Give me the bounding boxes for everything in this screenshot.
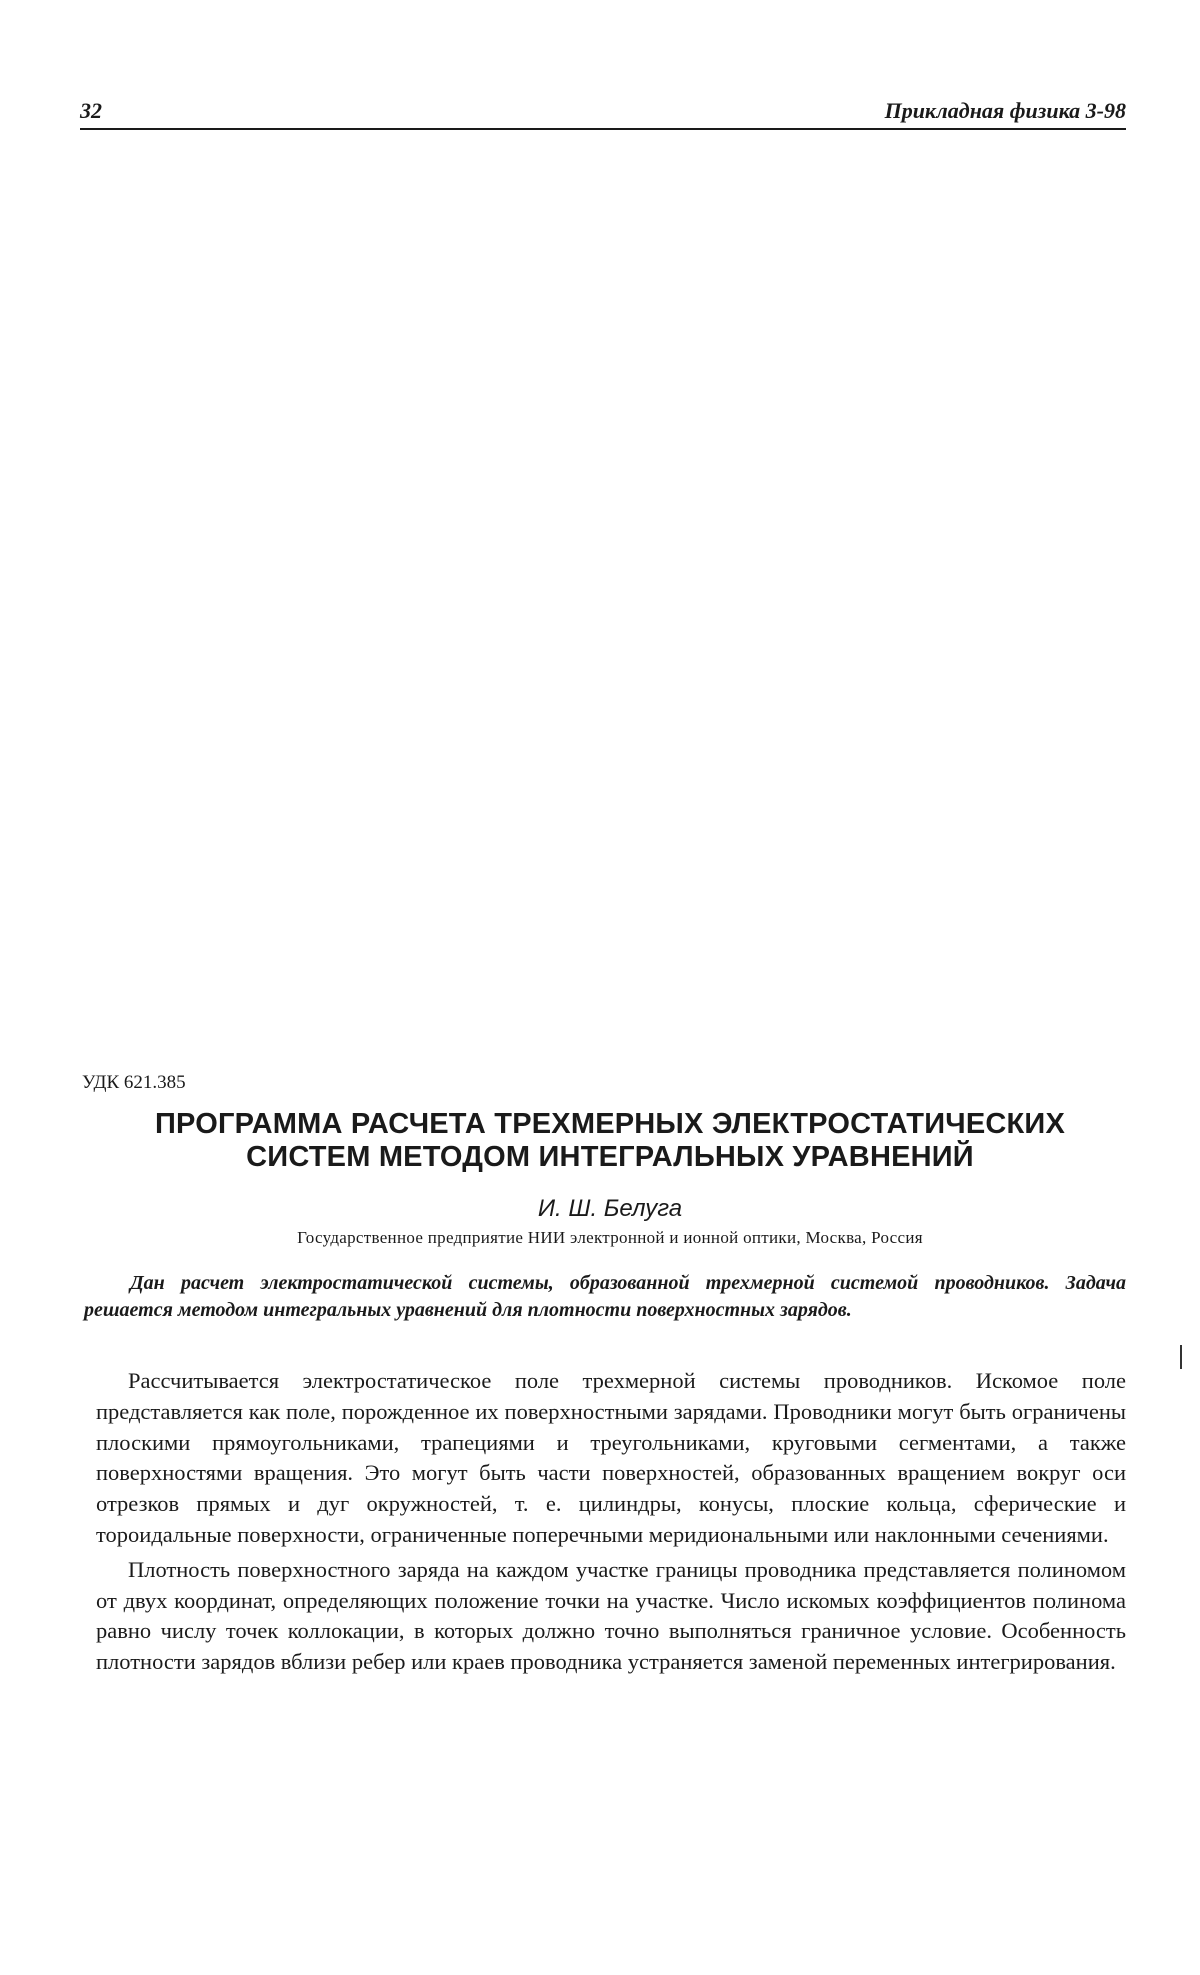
body-paragraph: Рассчитывается электростатическое поле трехмерной системы проводников. Искомое поле представляется как поле, порожденное их поверхностными зарядами. Проводники могут быть ограничены плоскими прямоугольниками, трапециями и треугольниками, круговыми сегментами, а также поверхностями вращения. Это могут быть части поверхностей, образованных вращением вокруг оси отрезков прямых и дуг окружностей, т. е. цилиндры, конусы, плоские кольца, сферические и тороидальные поверхности, ограниченные поперечными меридиональными или наклонными сечениями. <box>96 1368 1126 1547</box>
abstract: Дан расчет электростатической системы, образованной трехмерной системой проводников. Задача решается методом интегральных уравнений для плотности поверхностных зарядов. <box>84 1272 1126 1321</box>
body-paragraph: Плотность поверхностного заряда на каждом участке границы проводника представляется полиномом от двух координат, определяющих положение точки на участке. Число искомых коэффициентов полинома равно числу точек коллокации, в которых должно точно выполняться граничное условие. Особенность плотности зарядов вблизи ребер или краев проводника устраняется заменой переменных интегрирования. <box>96 1556 1126 1675</box>
udc-code: УДК 621.385 <box>82 1072 186 1093</box>
margin-mark <box>1180 1345 1182 1369</box>
author-affiliation: Государственное предприятие НИИ электронной и ионной оптики, Москва, Россия <box>297 1228 923 1247</box>
author-name: И. Ш. Белуга <box>537 1195 683 1222</box>
journal-title: Прикладная физика 3-98 <box>884 98 1126 123</box>
running-head <box>80 96 1126 130</box>
article-title-line-2: СИСТЕМ МЕТОДОМ ИНТЕГРАЛЬНЫХ УРАВНЕНИЙ <box>246 1141 974 1173</box>
article-title-line-1: ПРОГРАММА РАСЧЕТА ТРЕХМЕРНЫХ ЭЛЕКТРОСТАТИЧЕСКИХ <box>155 1108 1065 1140</box>
article-title <box>100 1108 1120 1174</box>
body-text <box>96 1366 1126 1682</box>
page-number: 32 <box>80 98 102 123</box>
